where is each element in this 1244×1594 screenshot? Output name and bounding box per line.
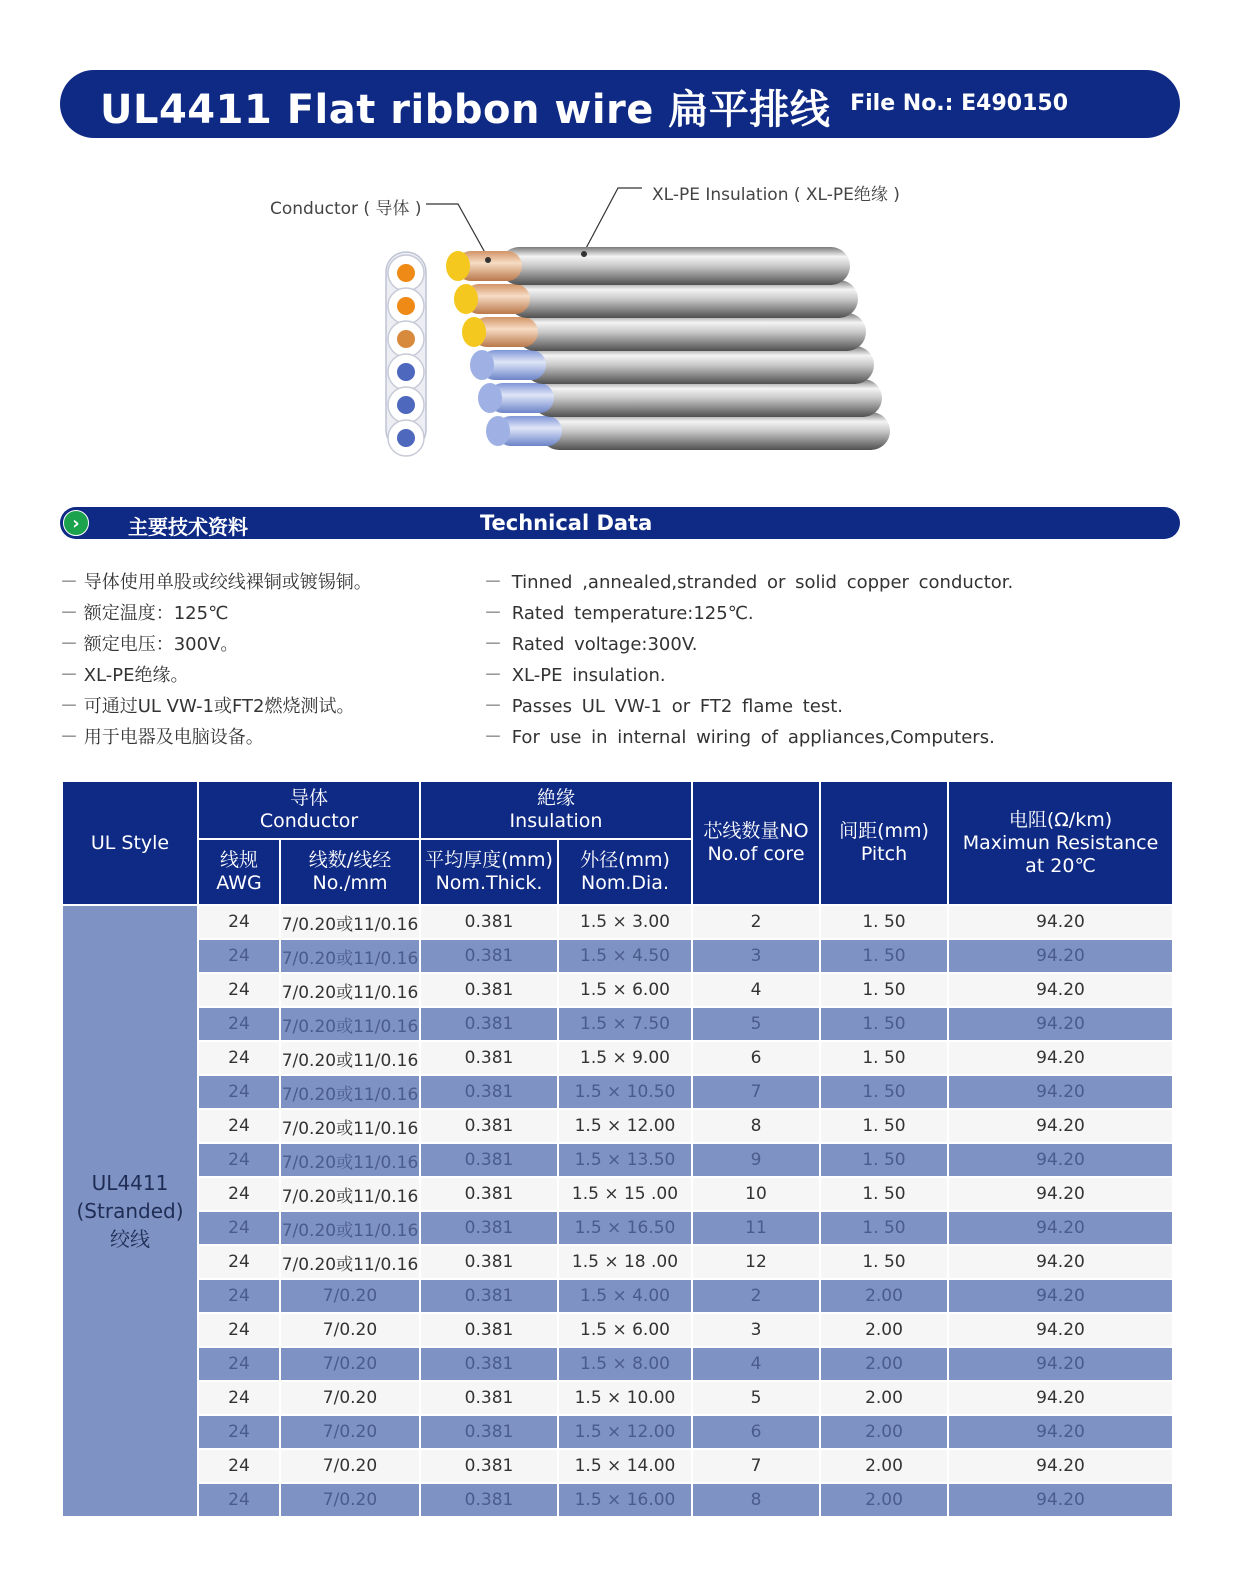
chevron-right-icon: › (63, 510, 89, 536)
table-row (62, 1109, 1173, 1143)
cell-nom-dia: 1.5 × 16.50 (558, 1211, 692, 1245)
cell-resistance: 94.20 (948, 1211, 1173, 1245)
cell-nom-dia: 1.5 × 12.00 (558, 1109, 692, 1143)
header-nom-thick: 平均厚度(mm) Nom.Thick. (420, 839, 558, 905)
cell-resistance: 94.20 (948, 1143, 1173, 1177)
cell-awg: 24 (198, 1211, 280, 1245)
section-title-zh: 主要技术资料 (128, 515, 248, 539)
cell-awg: 24 (198, 1347, 280, 1381)
spec-item: － For use in internal wiring of appliances,Computers. (484, 727, 995, 748)
wire-5 (478, 379, 882, 417)
cell-nom-dia: 1.5 × 9.00 (558, 1041, 692, 1075)
cell-nom-thick: 0.381 (420, 1109, 558, 1143)
spec-item: － 用于电器及电脑设备。 (60, 727, 264, 748)
cell-nom-thick: 0.381 (420, 1279, 558, 1313)
wire-4 (470, 346, 874, 384)
cell-nom-thick: 0.381 (420, 1143, 558, 1177)
spec-item: － Tinned ,annealed,stranded or solid copper conductor. (484, 572, 1014, 593)
table-row (62, 1483, 1173, 1517)
cell-nom-dia: 1.5 × 14.00 (558, 1449, 692, 1483)
cell-pitch: 1. 50 (820, 1007, 948, 1041)
cell-no-mm: 7/0.20 (280, 1449, 420, 1483)
cell-pitch: 2.00 (820, 1313, 948, 1347)
cell-nom-thick: 0.381 (420, 1347, 558, 1381)
cell-no-of-core: 10 (692, 1177, 820, 1211)
cell-no-mm: 7/0.20或11/0.16 (280, 1007, 420, 1041)
cell-pitch: 2.00 (820, 1347, 948, 1381)
cell-nom-dia: 1.5 × 12.00 (558, 1415, 692, 1449)
cell-no-of-core: 5 (692, 1007, 820, 1041)
cell-pitch: 2.00 (820, 1483, 948, 1517)
cell-nom-dia: 1.5 × 6.00 (558, 1313, 692, 1347)
cell-no-mm: 7/0.20或11/0.16 (280, 1041, 420, 1075)
cell-pitch: 1. 50 (820, 1075, 948, 1109)
cell-awg: 24 (198, 1075, 280, 1109)
table-row (62, 1313, 1173, 1347)
cell-nom-thick: 0.381 (420, 1041, 558, 1075)
cell-nom-thick: 0.381 (420, 1381, 558, 1415)
cell-no-of-core: 2 (692, 1279, 820, 1313)
cell-resistance: 94.20 (948, 1313, 1173, 1347)
cell-no-mm: 7/0.20 (280, 1415, 420, 1449)
file-number: File No.: E490150 (850, 91, 1068, 116)
cell-no-of-core: 2 (692, 905, 820, 939)
cell-no-mm: 7/0.20或11/0.16 (280, 1177, 420, 1211)
technical-data-table (61, 780, 1174, 1518)
cell-resistance: 94.20 (948, 1007, 1173, 1041)
cell-nom-thick: 0.381 (420, 1211, 558, 1245)
table-body (62, 905, 1173, 1517)
cell-nom-thick: 0.381 (420, 1075, 558, 1109)
cell-no-mm: 7/0.20或11/0.16 (280, 905, 420, 939)
cell-nom-dia: 1.5 × 10.50 (558, 1075, 692, 1109)
cell-no-mm: 7/0.20或11/0.16 (280, 939, 420, 973)
cell-no-of-core: 4 (692, 1347, 820, 1381)
spec-item: － XL-PE绝缘。 (60, 665, 189, 686)
cell-nom-dia: 1.5 × 6.00 (558, 973, 692, 1007)
cell-pitch: 2.00 (820, 1415, 948, 1449)
cell-resistance: 94.20 (948, 1347, 1173, 1381)
cell-resistance: 94.20 (948, 1109, 1173, 1143)
header-no-mm: 线数/线经 No./mm (280, 839, 420, 905)
spec-item: － XL-PE insulation. (484, 665, 666, 686)
table-row (62, 1041, 1173, 1075)
table-row (62, 1143, 1173, 1177)
table-row (62, 1007, 1173, 1041)
table-row (62, 973, 1173, 1007)
cell-no-mm: 7/0.20或11/0.16 (280, 1075, 420, 1109)
cell-awg: 24 (198, 1007, 280, 1041)
cell-awg: 24 (198, 1415, 280, 1449)
cell-no-of-core: 5 (692, 1381, 820, 1415)
table-row (62, 1177, 1173, 1211)
cell-nom-thick: 0.381 (420, 905, 558, 939)
cell-nom-dia: 1.5 × 8.00 (558, 1347, 692, 1381)
cell-pitch: 2.00 (820, 1449, 948, 1483)
cell-no-of-core: 7 (692, 1075, 820, 1109)
cell-resistance: 94.20 (948, 1449, 1173, 1483)
page-title: UL4411 Flat ribbon wire 扁平排线 (100, 87, 831, 133)
cell-no-of-core: 3 (692, 1313, 820, 1347)
specs-list-zh (60, 568, 372, 754)
table-row (62, 1279, 1173, 1313)
wire-3 (462, 313, 866, 351)
spec-item: － 额定温度：125℃ (60, 603, 229, 624)
header-resistance: 电阻(Ω/km) Maximun Resistance at 20℃ (948, 781, 1173, 905)
cell-pitch: 2.00 (820, 1381, 948, 1415)
cell-no-of-core: 9 (692, 1143, 820, 1177)
cell-no-mm: 7/0.20 (280, 1381, 420, 1415)
cell-no-of-core: 3 (692, 939, 820, 973)
cell-nom-dia: 1.5 × 4.50 (558, 939, 692, 973)
cell-pitch: 1. 50 (820, 905, 948, 939)
cell-no-of-core: 11 (692, 1211, 820, 1245)
cell-nom-thick: 0.381 (420, 1483, 558, 1517)
cell-no-mm: 7/0.20或11/0.16 (280, 1245, 420, 1279)
cell-pitch: 1. 50 (820, 1143, 948, 1177)
cell-no-mm: 7/0.20 (280, 1313, 420, 1347)
table-row (62, 939, 1173, 973)
spec-item: － 可通过UL VW-1或FT2燃烧测试。 (60, 696, 355, 717)
cell-resistance: 94.20 (948, 973, 1173, 1007)
cell-no-of-core: 6 (692, 1415, 820, 1449)
cell-nom-dia: 1.5 × 15 .00 (558, 1177, 692, 1211)
section-title-en: Technical Data (480, 511, 653, 535)
cell-no-of-core: 8 (692, 1483, 820, 1517)
header-awg: 线规 AWG (198, 839, 280, 905)
wire-6 (486, 412, 890, 450)
cell-no-of-core: 4 (692, 973, 820, 1007)
cell-pitch: 1. 50 (820, 939, 948, 973)
cross-section (386, 252, 426, 456)
cell-no-mm: 7/0.20或11/0.16 (280, 1211, 420, 1245)
cell-nom-dia: 1.5 × 7.50 (558, 1007, 692, 1041)
cell-nom-dia: 1.5 × 4.00 (558, 1279, 692, 1313)
cable-diagram (0, 160, 1244, 480)
spec-item: － Rated voltage:300V. (484, 634, 698, 655)
table-row (62, 1449, 1173, 1483)
cell-resistance: 94.20 (948, 1041, 1173, 1075)
cell-pitch: 1. 50 (820, 1041, 948, 1075)
cell-awg: 24 (198, 1143, 280, 1177)
wire-1 (446, 247, 850, 285)
header-conductor: 导体 Conductor (198, 781, 420, 839)
insulation-label: XL-PE Insulation ( XL-PE绝缘 ) (652, 185, 900, 205)
cell-nom-thick: 0.381 (420, 939, 558, 973)
cell-nom-thick: 0.381 (420, 1449, 558, 1483)
cell-resistance: 94.20 (948, 1177, 1173, 1211)
cell-no-mm: 7/0.20或11/0.16 (280, 1109, 420, 1143)
spec-item: － 额定电压：300V。 (60, 634, 239, 655)
table-row (62, 1381, 1173, 1415)
specs-list-en (484, 568, 1013, 754)
spec-item: － Passes UL VW-1 or FT2 flame test. (484, 696, 844, 717)
title-bar (60, 70, 1180, 138)
cell-nom-dia: 1.5 × 10.00 (558, 1381, 692, 1415)
cell-awg: 24 (198, 1483, 280, 1517)
technical-data-bar (60, 507, 1180, 539)
cell-resistance: 94.20 (948, 1415, 1173, 1449)
cell-awg: 24 (198, 1313, 280, 1347)
cell-nom-thick: 0.381 (420, 1245, 558, 1279)
cell-nom-thick: 0.381 (420, 973, 558, 1007)
cell-resistance: 94.20 (948, 1075, 1173, 1109)
cell-awg: 24 (198, 1041, 280, 1075)
cell-awg: 24 (198, 939, 280, 973)
cell-no-mm: 7/0.20或11/0.16 (280, 973, 420, 1007)
wire-2 (454, 280, 858, 318)
header-no-of-core: 芯线数量NO No.of core (692, 781, 820, 905)
spec-item: － 导体使用单股或绞线裸铜或镀锡铜。 (60, 572, 372, 593)
cell-pitch: 1. 50 (820, 1211, 948, 1245)
cell-no-mm: 7/0.20 (280, 1483, 420, 1517)
cell-nom-thick: 0.381 (420, 1177, 558, 1211)
cell-no-of-core: 6 (692, 1041, 820, 1075)
cell-resistance: 94.20 (948, 1483, 1173, 1517)
table-row (62, 1245, 1173, 1279)
cell-no-mm: 7/0.20 (280, 1279, 420, 1313)
cell-pitch: 1. 50 (820, 1245, 948, 1279)
cell-resistance: 94.20 (948, 905, 1173, 939)
cell-no-of-core: 7 (692, 1449, 820, 1483)
cell-awg: 24 (198, 1245, 280, 1279)
spec-item: － Rated temperature:125℃. (484, 603, 754, 624)
cell-resistance: 94.20 (948, 1279, 1173, 1313)
header-nom-dia: 外径(mm) Nom.Dia. (558, 839, 692, 905)
ul-style-cell: UL4411 (Stranded) 绞线 (62, 905, 198, 1517)
table-row (62, 1347, 1173, 1381)
cell-nom-thick: 0.381 (420, 1313, 558, 1347)
ribbon-cable-illustration (0, 160, 1244, 480)
cell-awg: 24 (198, 973, 280, 1007)
cell-awg: 24 (198, 1109, 280, 1143)
cell-no-mm: 7/0.20 (280, 1347, 420, 1381)
cell-pitch: 1. 50 (820, 973, 948, 1007)
header-pitch: 间距(mm) Pitch (820, 781, 948, 905)
table-row (62, 1415, 1173, 1449)
cell-awg: 24 (198, 1177, 280, 1211)
cell-no-of-core: 12 (692, 1245, 820, 1279)
table-row (62, 1075, 1173, 1109)
cell-resistance: 94.20 (948, 1381, 1173, 1415)
cell-nom-dia: 1.5 × 13.50 (558, 1143, 692, 1177)
cell-awg: 24 (198, 1381, 280, 1415)
cell-pitch: 1. 50 (820, 1177, 948, 1211)
header-ul-style: UL Style (62, 781, 198, 905)
cell-awg: 24 (198, 905, 280, 939)
cell-nom-dia: 1.5 × 3.00 (558, 905, 692, 939)
cell-no-of-core: 8 (692, 1109, 820, 1143)
cell-nom-thick: 0.381 (420, 1007, 558, 1041)
cell-nom-dia: 1.5 × 16.00 (558, 1483, 692, 1517)
cell-nom-thick: 0.381 (420, 1415, 558, 1449)
cell-nom-dia: 1.5 × 18 .00 (558, 1245, 692, 1279)
cell-pitch: 2.00 (820, 1279, 948, 1313)
cell-no-mm: 7/0.20或11/0.16 (280, 1143, 420, 1177)
conductor-label: Conductor ( 导体 ) (270, 199, 422, 219)
cell-awg: 24 (198, 1449, 280, 1483)
header-insulation: 絶缘 Insulation (420, 781, 692, 839)
cell-awg: 24 (198, 1279, 280, 1313)
table-row (62, 905, 1173, 939)
cell-resistance: 94.20 (948, 939, 1173, 973)
cell-pitch: 1. 50 (820, 1109, 948, 1143)
cell-resistance: 94.20 (948, 1245, 1173, 1279)
table-row (62, 1211, 1173, 1245)
